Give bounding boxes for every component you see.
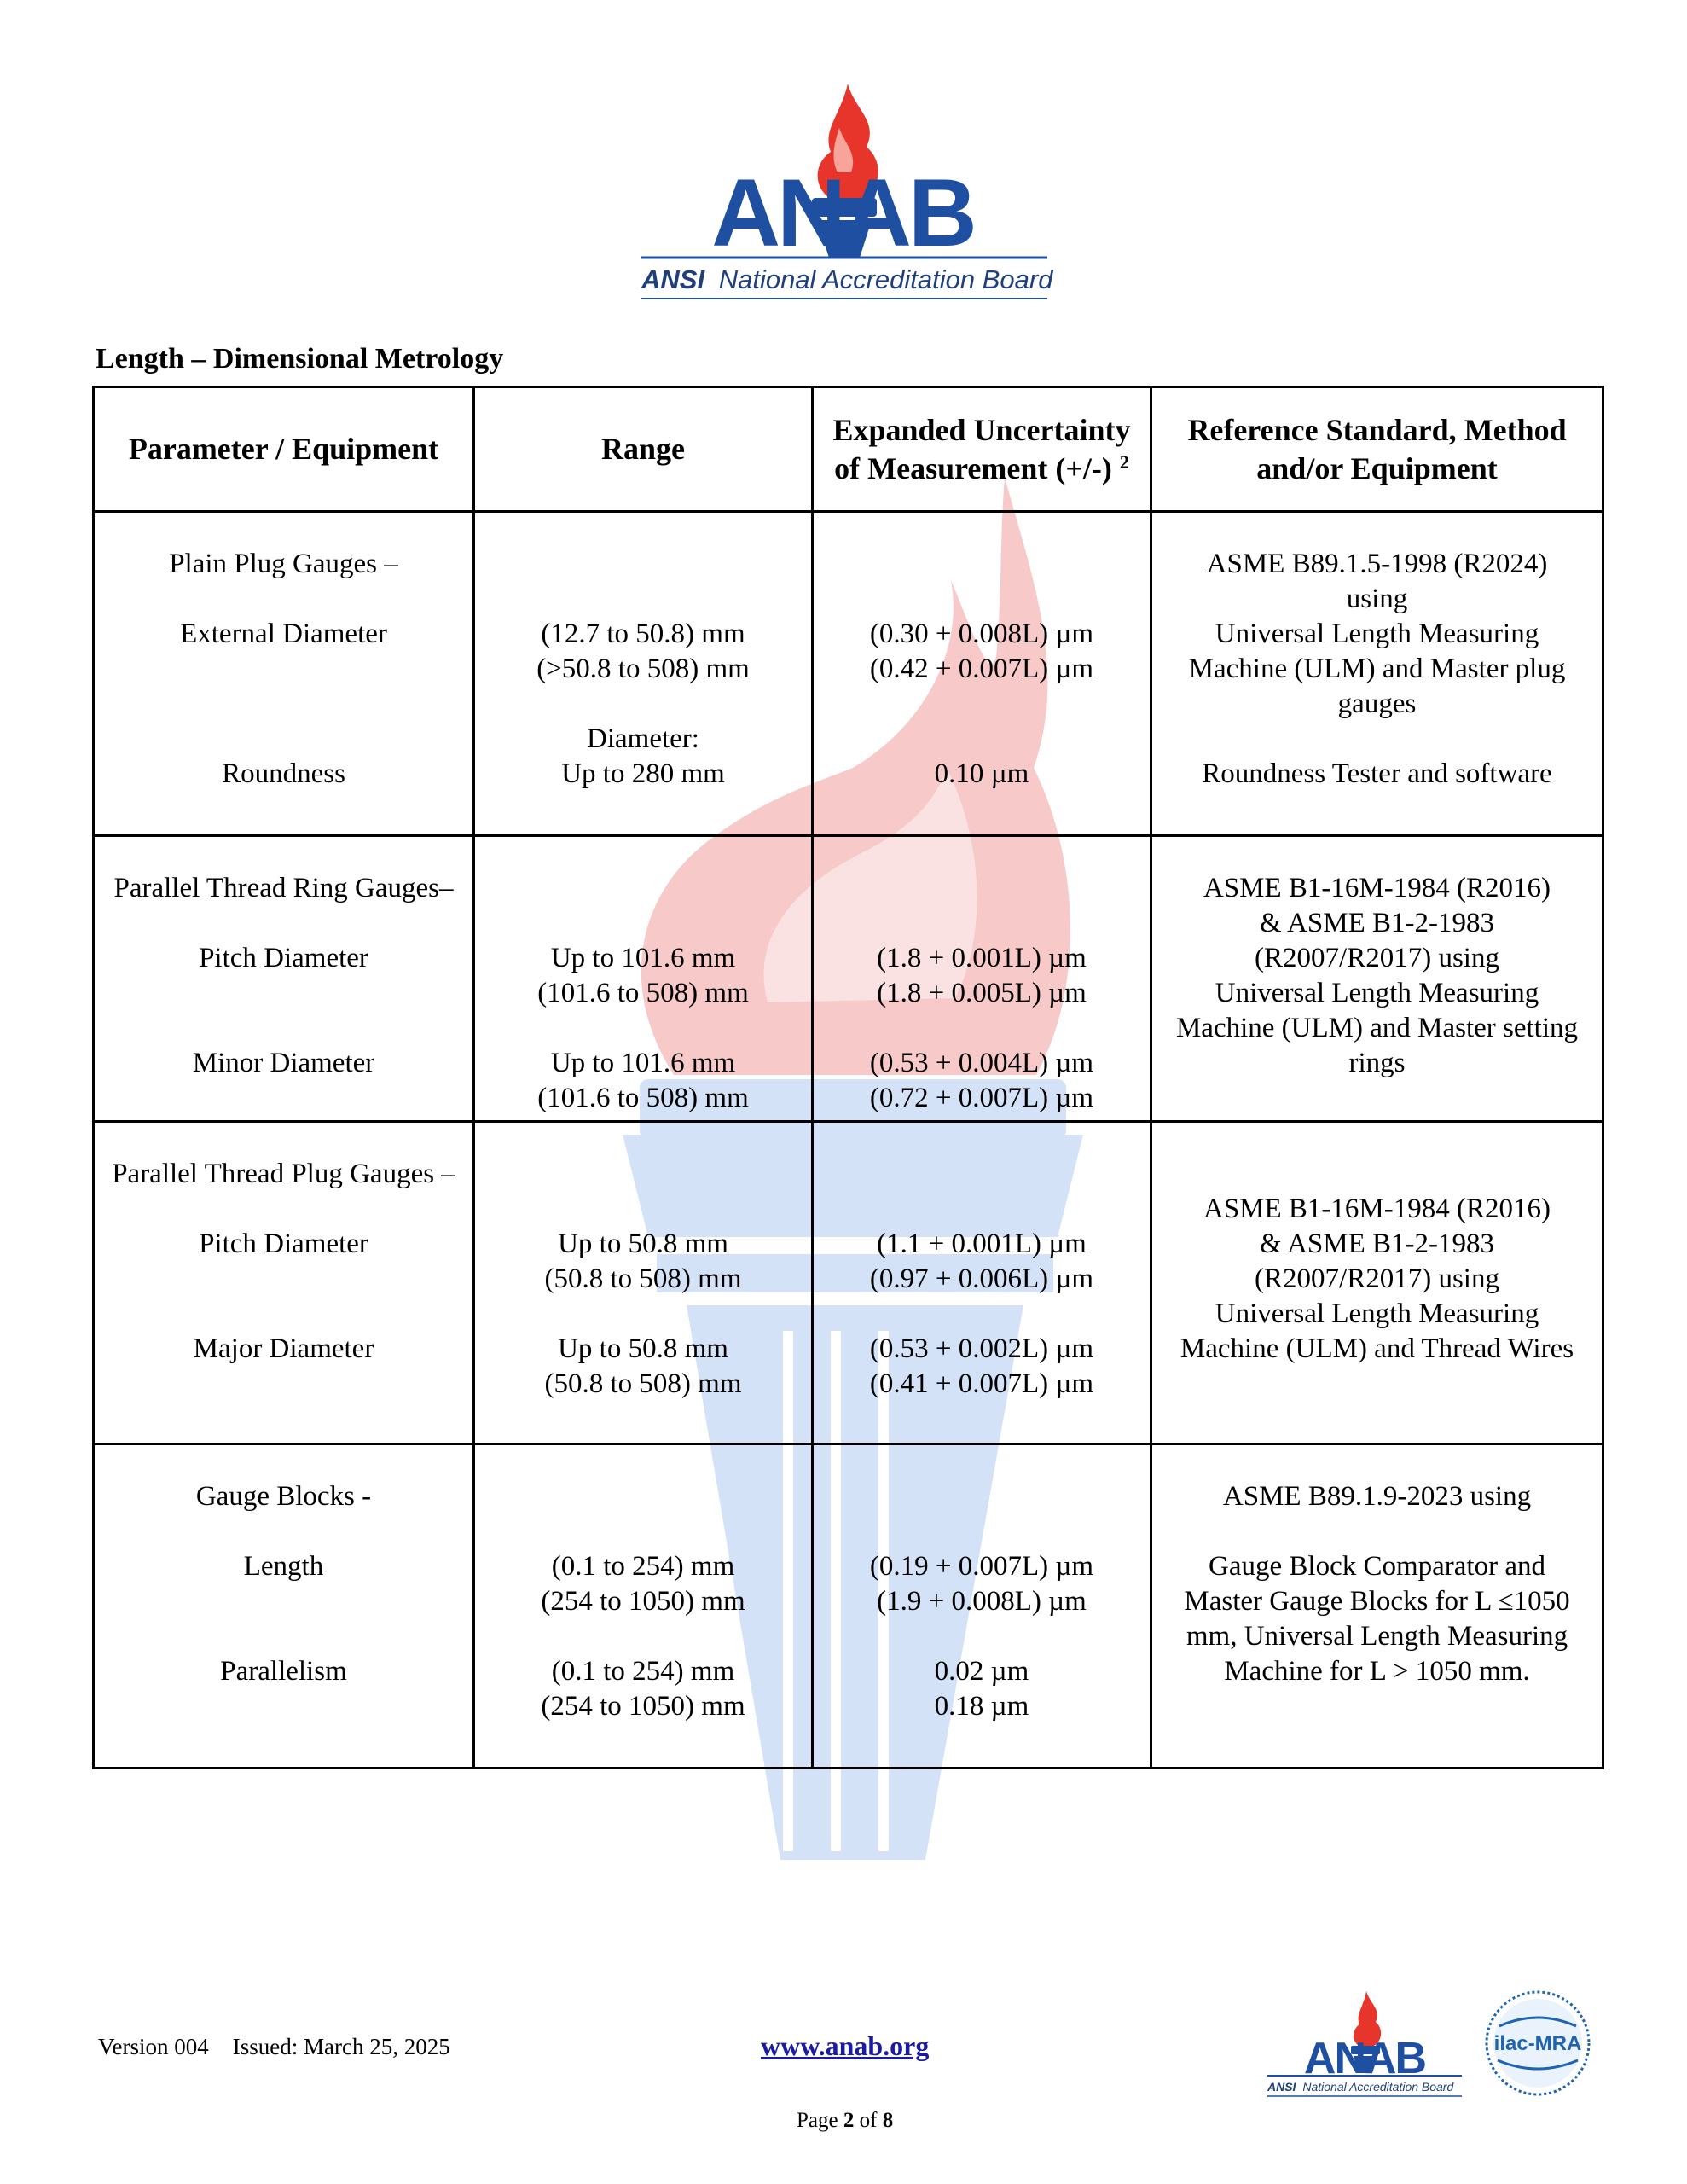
anab-small-subtitle: National Accreditation Board xyxy=(1302,2080,1454,2094)
cell-line: (0.41 + 0.007L) µm xyxy=(869,1368,1094,1399)
cell-line xyxy=(475,547,811,582)
cell-uncertainty xyxy=(813,512,1151,836)
cell-line xyxy=(1152,722,1602,757)
cell-line: (1.1 + 0.001L) µm xyxy=(877,1228,1087,1259)
cell-line: (254 to 1050) mm xyxy=(541,1586,745,1617)
header-uncertainty xyxy=(813,387,1151,512)
cell-line xyxy=(814,871,1150,906)
cell-line xyxy=(95,976,472,1011)
cell-line: mm, Universal Length Measuring xyxy=(1186,1621,1568,1652)
cell-line: Parallel Thread Plug Gauges – xyxy=(112,1159,455,1189)
cell-line: gauges xyxy=(1337,688,1417,719)
cell-line xyxy=(475,1619,811,1654)
ilac-mra-logo xyxy=(1482,1988,1593,2099)
cell-line xyxy=(475,871,811,906)
page-of: of xyxy=(859,2109,878,2132)
cell-content xyxy=(95,1123,472,1367)
cell-line xyxy=(95,1619,472,1654)
cell-line xyxy=(814,722,1150,757)
cell-line: ASME B1-16M-1984 (R2016) xyxy=(1203,873,1551,903)
anab-subtitle: National Accreditation Board xyxy=(718,264,1053,294)
cell-line: Up to 101.6 mm xyxy=(550,943,736,973)
cell-content xyxy=(814,1445,1150,1724)
page-number xyxy=(797,2109,893,2133)
cell-line xyxy=(475,1192,811,1227)
cell-line xyxy=(95,1262,472,1297)
cell-reference xyxy=(1151,512,1603,836)
cell-content xyxy=(814,513,1150,792)
cell-line: Major Diameter xyxy=(193,1333,374,1364)
cell-line xyxy=(475,1297,811,1332)
cell-reference xyxy=(1151,1444,1603,1769)
cell-line: External Diameter xyxy=(180,619,387,649)
cell-line: ASME B89.1.9-2023 using xyxy=(1222,1481,1532,1512)
anab-wordmark: ANAB xyxy=(711,160,974,266)
cell-line xyxy=(814,1479,1150,1514)
cell-line xyxy=(95,1514,472,1549)
cell-line: (R2007/R2017) using xyxy=(1255,1263,1499,1294)
cell-line: (0.19 + 0.007L) µm xyxy=(869,1551,1094,1582)
cell-line: Up to 50.8 mm xyxy=(558,1228,728,1259)
footer-version: Version 004 xyxy=(98,2034,209,2059)
cell-line xyxy=(814,1192,1150,1227)
cell-line: Machine (ULM) and Master setting xyxy=(1175,1013,1579,1043)
cell-content xyxy=(814,837,1150,1116)
cell-uncertainty xyxy=(813,1122,1151,1444)
cell-line: & ASME B1-2-1983 xyxy=(1259,908,1495,938)
cell-line: Pitch Diameter xyxy=(199,943,368,973)
cell-line xyxy=(814,1157,1150,1192)
svg-text:ANSI National Accreditatio xyxy=(1267,2080,1454,2094)
cell-line xyxy=(475,1157,811,1192)
cell-line xyxy=(95,582,472,617)
cell-line: ASME B1-16M-1984 (R2016) xyxy=(1203,1194,1551,1224)
cell-line: (0.42 + 0.007L) µm xyxy=(869,653,1094,684)
cell-line: Parallel Thread Ring Gauges– xyxy=(113,873,454,903)
cell-line xyxy=(814,906,1150,941)
table-row xyxy=(94,836,1603,1122)
cell-line: Master Gauge Blocks for L ≤1050 xyxy=(1184,1586,1570,1617)
cell-line: (1.9 + 0.008L) µm xyxy=(877,1586,1087,1617)
cell-content xyxy=(475,1123,811,1402)
page-total: 8 xyxy=(882,2109,894,2132)
anab-small-wordmark: ANAB xyxy=(1303,2034,1426,2083)
footer-version-info xyxy=(98,2034,450,2060)
cell-line: Up to 280 mm xyxy=(561,758,725,789)
cell-parameter xyxy=(94,1122,474,1444)
cell-parameter xyxy=(94,512,474,836)
cell-line xyxy=(814,1514,1150,1549)
cell-content xyxy=(814,1123,1150,1402)
cell-reference xyxy=(1151,836,1603,1122)
table-row xyxy=(94,1122,1603,1444)
cell-line: (0.97 + 0.006L) µm xyxy=(869,1263,1094,1294)
cell-line: (0.1 to 254) mm xyxy=(551,1656,735,1687)
cell-range xyxy=(474,836,813,1122)
cell-line xyxy=(95,1584,472,1619)
cell-line xyxy=(95,1297,472,1332)
cell-line: (50.8 to 508) mm xyxy=(544,1263,742,1294)
cell-line xyxy=(1152,1514,1602,1549)
cell-line xyxy=(95,687,472,722)
cell-line xyxy=(475,687,811,722)
footer-issued: Issued: March 25, 2025 xyxy=(232,2034,450,2059)
cell-content xyxy=(1152,837,1602,1081)
page-prefix: Page xyxy=(797,2109,838,2132)
cell-line xyxy=(475,1514,811,1549)
cell-line: (101.6 to 508) mm xyxy=(537,978,749,1008)
cell-line xyxy=(814,547,1150,582)
cell-content xyxy=(1152,513,1602,792)
cell-line: 0.18 µm xyxy=(934,1691,1029,1722)
cell-line xyxy=(475,1011,811,1046)
cell-line: Up to 50.8 mm xyxy=(558,1333,728,1364)
cell-line: Universal Length Measuring xyxy=(1215,1298,1539,1329)
cell-line: rings xyxy=(1348,1048,1406,1078)
section-title: Length – Dimensional Metrology xyxy=(96,343,504,375)
header-uncertainty-line1: Expanded Uncertainty xyxy=(832,412,1131,447)
anab-logo-small xyxy=(1262,1988,1467,2107)
table-header-row xyxy=(94,387,1603,512)
cell-line: (1.8 + 0.005L) µm xyxy=(877,978,1087,1008)
cell-range xyxy=(474,1122,813,1444)
cell-range xyxy=(474,512,813,836)
cell-uncertainty xyxy=(813,836,1151,1122)
cell-line: Length xyxy=(243,1551,324,1582)
table-row xyxy=(94,1444,1603,1769)
cell-line xyxy=(814,582,1150,617)
cell-line xyxy=(95,722,472,757)
cell-line: (0.72 + 0.007L) µm xyxy=(869,1083,1094,1113)
cell-reference xyxy=(1151,1122,1603,1444)
cell-uncertainty xyxy=(813,1444,1151,1769)
cell-line: & ASME B1-2-1983 xyxy=(1259,1228,1495,1259)
cell-line: Plain Plug Gauges – xyxy=(169,549,398,579)
footnote-marker: 2 xyxy=(1119,450,1129,473)
cell-line xyxy=(814,1011,1150,1046)
cell-line xyxy=(475,582,811,617)
header-reference-line2: and/or Equipment xyxy=(1256,450,1498,485)
cell-line: (0.53 + 0.004L) µm xyxy=(869,1048,1094,1078)
cell-line: 0.02 µm xyxy=(934,1656,1029,1687)
cell-content xyxy=(1152,1123,1602,1367)
header-parameter: Parameter / Equipment xyxy=(94,387,474,512)
cell-line xyxy=(814,1297,1150,1332)
cell-line xyxy=(95,652,472,687)
cell-line: ASME B89.1.5-1998 (R2024) xyxy=(1206,549,1548,579)
cell-content xyxy=(95,1445,472,1689)
cell-line: (0.53 + 0.002L) µm xyxy=(869,1333,1094,1364)
cell-range xyxy=(474,1444,813,1769)
cell-line: (254 to 1050) mm xyxy=(541,1691,745,1722)
cell-line: Up to 101.6 mm xyxy=(550,1048,736,1078)
cell-line: (0.1 to 254) mm xyxy=(551,1551,735,1582)
page-current: 2 xyxy=(843,2109,855,2132)
cell-line: (R2007/R2017) using xyxy=(1255,943,1499,973)
cell-line: Parallelism xyxy=(220,1656,347,1687)
cell-line: Pitch Diameter xyxy=(199,1228,368,1259)
cell-line: using xyxy=(1346,584,1408,614)
cell-line xyxy=(475,906,811,941)
cell-content xyxy=(95,513,472,792)
cell-line: Minor Diameter xyxy=(192,1048,375,1078)
header-range: Range xyxy=(474,387,813,512)
cell-line: Diameter: xyxy=(587,723,699,754)
cell-line xyxy=(95,906,472,941)
website-link[interactable]: www.anab.org xyxy=(761,2030,930,2061)
cell-line: (1.8 + 0.001L) µm xyxy=(877,943,1087,973)
svg-text:ANSI National Accreditatio xyxy=(641,264,1054,294)
cell-line: Machine (ULM) and Master plug xyxy=(1188,653,1566,684)
ilac-text: ilac-MRA xyxy=(1493,2032,1582,2055)
cell-line xyxy=(814,1619,1150,1654)
cell-line: 0.10 µm xyxy=(934,758,1029,789)
cell-line: Roundness xyxy=(222,758,345,789)
cell-line: Gauge Block Comparator and xyxy=(1209,1551,1545,1582)
cell-line: Roundness Tester and software xyxy=(1202,758,1552,789)
cell-content xyxy=(1152,1445,1602,1689)
cell-line xyxy=(475,1479,811,1514)
cell-line xyxy=(814,687,1150,722)
cell-line xyxy=(1152,1157,1602,1192)
cell-line: Machine for L > 1050 mm. xyxy=(1224,1656,1530,1687)
table-row xyxy=(94,512,1603,836)
cell-content xyxy=(475,1445,811,1724)
cell-line xyxy=(95,1011,472,1046)
cell-line: (12.7 to 50.8) mm xyxy=(541,619,745,649)
cell-line: Universal Length Measuring xyxy=(1215,619,1539,649)
cell-line: (0.30 + 0.008L) µm xyxy=(869,619,1094,649)
cell-parameter xyxy=(94,1444,474,1769)
anab-small-subtitle-bold: ANSI xyxy=(1267,2080,1296,2094)
header-reference-line1: Reference Standard, Method xyxy=(1187,412,1567,447)
cell-parameter xyxy=(94,836,474,1122)
cell-line: (>50.8 to 508) mm xyxy=(536,653,750,684)
cell-content xyxy=(475,837,811,1116)
cell-line: (101.6 to 508) mm xyxy=(537,1083,749,1113)
anab-logo xyxy=(631,68,1058,316)
anab-subtitle-bold: ANSI xyxy=(641,264,705,294)
cell-content xyxy=(475,513,811,792)
cell-line: Gauge Blocks - xyxy=(195,1481,372,1512)
header-reference xyxy=(1151,387,1603,512)
cell-content xyxy=(95,837,472,1081)
cell-line: Universal Length Measuring xyxy=(1215,978,1539,1008)
header-uncertainty-line2: of Measurement (+/-) xyxy=(834,450,1112,485)
cell-line: (50.8 to 508) mm xyxy=(544,1368,742,1399)
cell-line xyxy=(95,1192,472,1227)
calibration-table xyxy=(92,386,1604,1769)
cell-line: Machine (ULM) and Thread Wires xyxy=(1180,1333,1574,1364)
